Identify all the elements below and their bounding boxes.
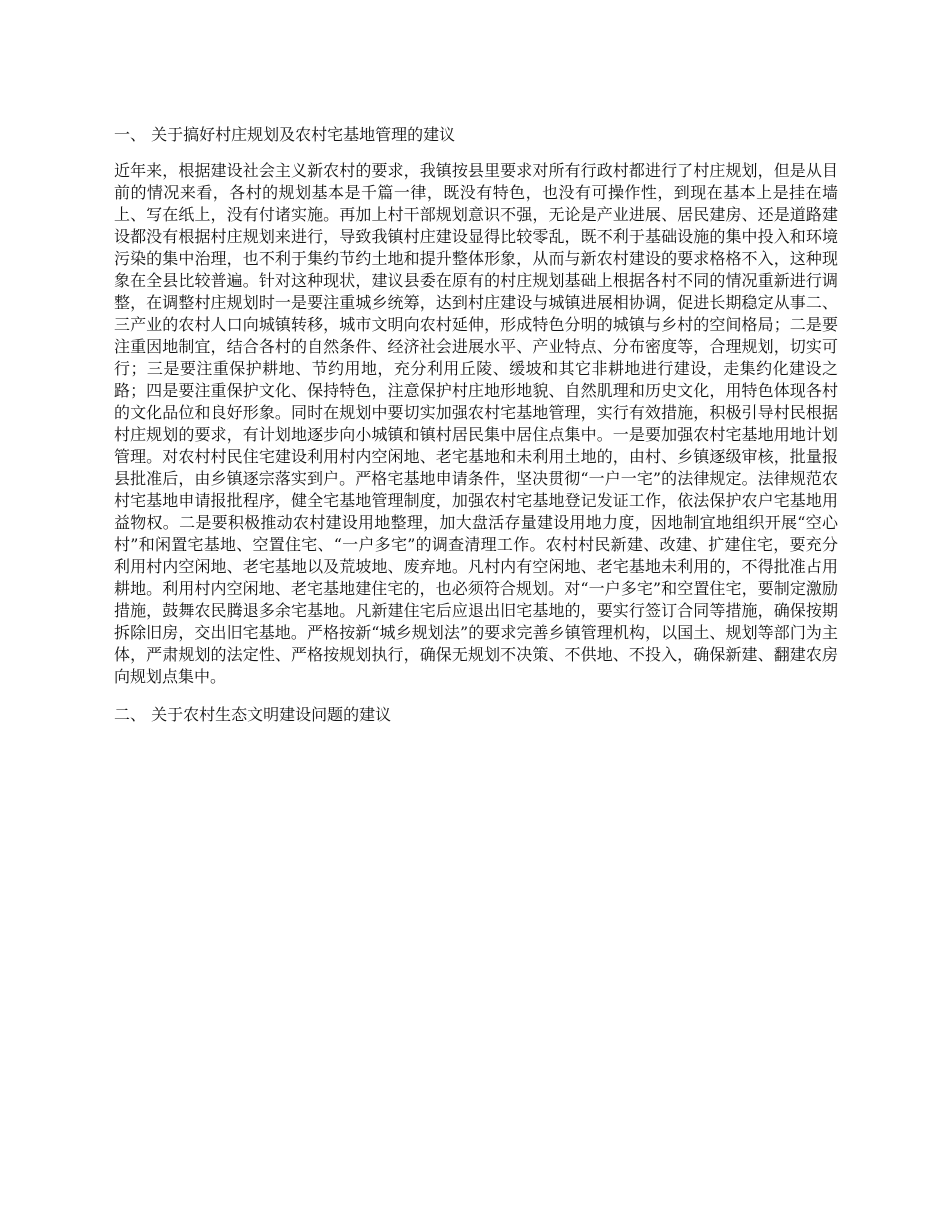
section-heading-2: 二、 关于农村生态文明建设问题的建议: [114, 705, 392, 724]
document-content: [114, 124, 838, 740]
section-heading-1: 一、 关于搞好村庄规划及农村宅基地管理的建议: [114, 125, 456, 144]
section-paragraph-1: 近年来，根据建设社会主义新农村的要求，我镇按县里要求对所有行政村都进行了村庄规划，但是从目前的情况来看，各村的规划基本是千篇一律，既没有特色，也没有可操作性，到现在基本上是挂在墙上、写在纸上，没有付诸实施。再加上村干部规划意识不强，无论是产业进展、居民建房、还是道路建设都没有根据村庄规划来进行，导致我镇村庄建设显得比较零乱，既不利于基础设施的集中投入和环境污染的集中治理，也不利于集约节约土地和提升整体形象，从而与新农村建设的要求格格不入，这种现象在全县比较普遍。针对这种现状，建议县委在原有的村庄规划基础上根据各村不同的情况重新进行调整，在调整村庄规划时一是要注重城乡统筹，达到村庄建设与城镇进展相协调，促进长期稳定从事二、三产业的农村人口向城镇转移，城市文明向农村延伸，形成特色分明的城镇与乡村的空间格局；二是要注重因地制宜，结合各村的自然条件、经济社会进展水平、产业特点、分布密度等，合理规划，切实可行；三是要注重保护耕地、节约用地，充分利用丘陵、缓坡和其它非耕地进行建设，走集约化建设之路；四是要注重保护文化、保持特色，注意保护村庄地形地貌、自然肌理和历史文化，用特色体现各村的文化品位和良好形象。同时在规划中要切实加强农村宅基地管理，实行有效措施，积极引导村民根据村庄规划的要求，有计划地逐步向小城镇和镇村居民集中居住点集中。一是要加强农村宅基地用地计划管理。对农村村民住宅建设利用村内空闲地、老宅基地和未利用土地的，由村、乡镇逐级审核，批量报县批准后，由乡镇逐宗落实到户。严格宅基地申请条件，坚决贯彻“一户一宅”的法律规定。法律规范农村宅基地申请报批程序，健全宅基地管理制度，加强农村宅基地登记发证工作，依法保护农户宅基地用益物权。二是要积极推动农村建设用地整理，加大盘活存量建设用地力度，因地制宜地组织开展“空心村”和闲置宅基地、空置住宅、“一户多宅”的调查清理工作。农村村民新建、改建、扩建住宅，要充分利用村内空闲地、老宅基地以及荒坡地、废弃地。凡村内有空闲地、老宅基地未利用的，不得批准占用耕地。利用村内空闲地、老宅基地建住宅的，也必须符合规划。对“一户多宅”和空置住宅，要制定激励措施，鼓舞农民腾退多余宅基地。凡新建住宅后应退出旧宅基地的，要实行签订合同等措施，确保按期拆除旧房，交出旧宅基地。严格按新“城乡规划法”的要求完善乡镇管理机构，以国土、规划等部门为主体，严肃规划的法定性、严格按规划执行，确保无规划不决策、不供地、不投入，确保新建、翻建农房向规划点集中。: [114, 161, 838, 686]
